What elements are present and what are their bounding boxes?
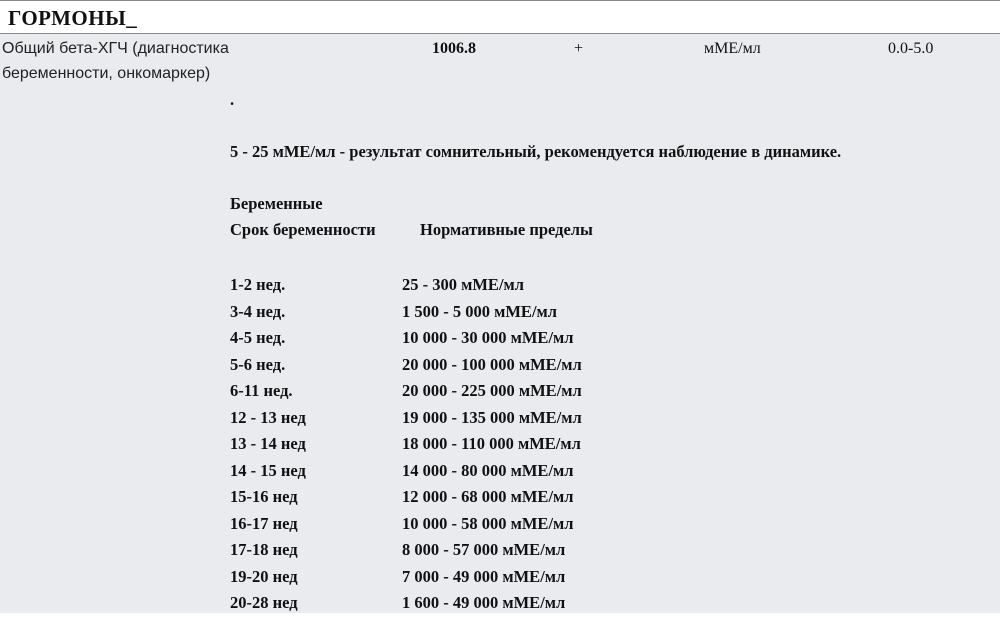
- test-reference-range: 0.0-5.0: [888, 40, 934, 57]
- doubtful-result-note: 5 - 25 мМЕ/мл - результат сомнительный, рекомендуется наблюдение в динамике.: [230, 142, 842, 161]
- table-row: [230, 484, 650, 511]
- table-row: [230, 272, 650, 299]
- row-term: 16-17 нед: [230, 513, 298, 533]
- row-range: 1 500 - 5 000 мМЕ/мл: [402, 301, 558, 321]
- test-name: Общий бета-ХГЧ (диагностика беременности, онкомаркер): [2, 40, 229, 82]
- table-row: [230, 511, 650, 538]
- column-header-range: Нормативные пределы: [420, 220, 593, 239]
- row-range: 1 600 - 49 000 мМЕ/мл: [402, 593, 566, 612]
- table-row: [230, 564, 650, 591]
- row-term: 13 - 14 нед: [230, 434, 306, 453]
- test-value: 1006.8: [432, 40, 476, 57]
- table-row: [230, 325, 650, 352]
- row-term: 20-28 нед: [230, 593, 298, 612]
- test-unit: мМЕ/мл: [704, 40, 761, 57]
- section-header: [0, 0, 1000, 34]
- table-row: [230, 352, 650, 379]
- row-term: 14 - 15 нед: [230, 460, 306, 480]
- row-term: 3-4 нед.: [230, 301, 286, 321]
- row-range: 10 000 - 30 000 мМЕ/мл: [402, 328, 574, 347]
- row-term: 5-6 нед.: [230, 354, 286, 374]
- row-range: 8 000 - 57 000 мМЕ/мл: [402, 540, 566, 559]
- table-row: [230, 405, 650, 432]
- row-range: 20 000 - 225 000 мМЕ/мл: [402, 381, 582, 400]
- row-range: 10 000 - 58 000 мМЕ/мл: [402, 513, 574, 533]
- pregnant-title: Беременные: [230, 194, 323, 213]
- row-term: 17-18 нед: [230, 540, 298, 559]
- table-row: [230, 537, 650, 564]
- row-term: 15-16 нед: [230, 487, 298, 506]
- result-block: [0, 34, 1000, 613]
- table-row: [230, 431, 650, 458]
- test-flag: +: [574, 40, 584, 57]
- row-range: 19 000 - 135 000 мМЕ/мл: [402, 407, 582, 427]
- table-row: [230, 378, 650, 405]
- row-term: 6-11 нед.: [230, 381, 293, 400]
- reference-table: [230, 272, 650, 617]
- row-range: 12 000 - 68 000 мМЕ/мл: [402, 487, 574, 506]
- column-header-term: Срок беременности: [230, 220, 376, 239]
- row-range: 18 000 - 110 000 мМЕ/мл: [402, 434, 581, 453]
- row-range: 7 000 - 49 000 мМЕ/мл: [402, 566, 566, 586]
- row-term: 1-2 нед.: [230, 275, 286, 294]
- row-term: 4-5 нед.: [230, 328, 286, 347]
- comment-dot: .: [230, 90, 235, 109]
- row-range: 14 000 - 80 000 мМЕ/мл: [402, 460, 574, 480]
- section-title: ГОРМОНЫ_: [8, 6, 138, 30]
- row-term: 12 - 13 нед: [230, 407, 306, 427]
- row-range: 25 - 300 мМЕ/мл: [402, 275, 525, 294]
- table-row: [230, 299, 650, 326]
- row-range: 20 000 - 100 000 мМЕ/мл: [402, 354, 582, 374]
- table-row: [230, 458, 650, 485]
- row-term: 19-20 нед: [230, 566, 298, 586]
